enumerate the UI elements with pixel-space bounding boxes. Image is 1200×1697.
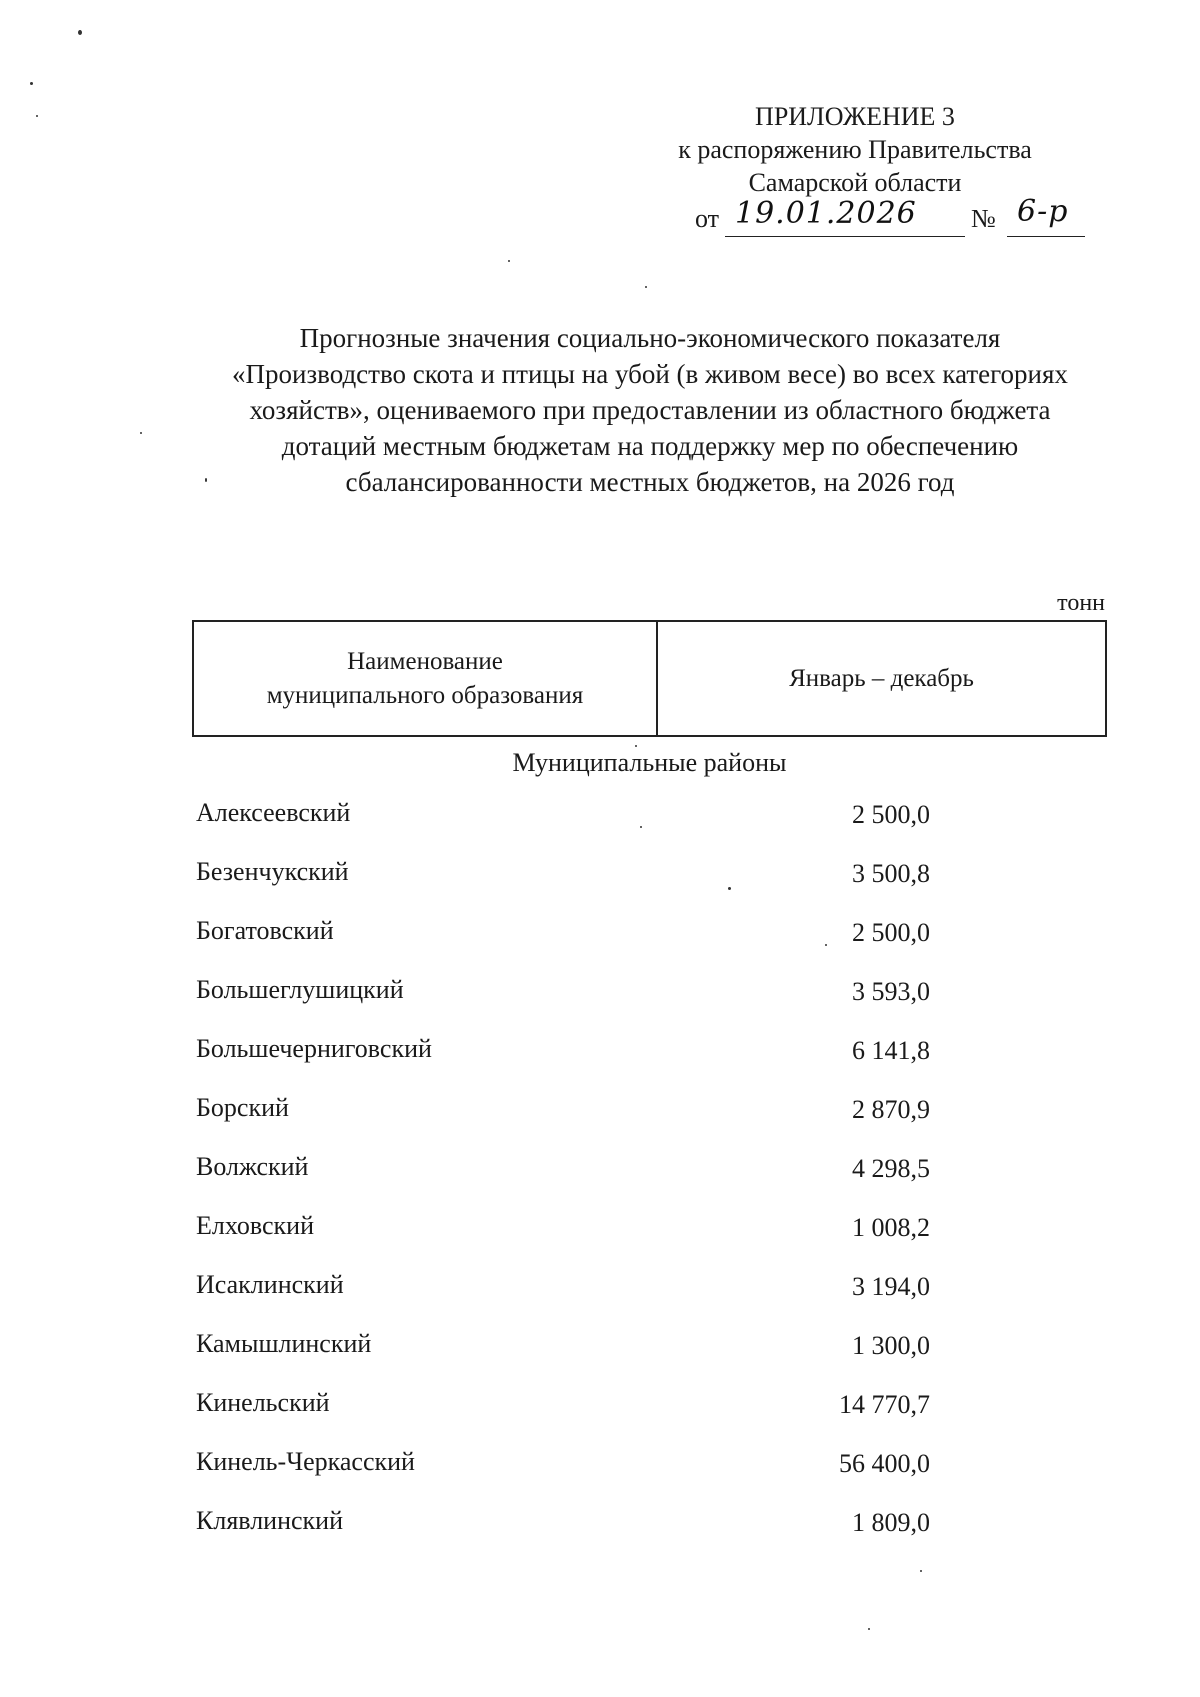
district-value: 1 809,0	[852, 1508, 930, 1537]
district-name: Камышлинский	[196, 1329, 372, 1358]
title-line: «Производство скота и птицы на убой (в живом весе) во всех категориях	[232, 359, 1068, 389]
district-value: 1 300,0	[852, 1331, 930, 1360]
table-row	[196, 1211, 956, 1270]
appendix-header	[620, 100, 1090, 199]
district-value: 14 770,7	[839, 1390, 930, 1419]
table-row	[196, 1447, 956, 1506]
scan-speck	[640, 826, 642, 828]
table-row	[196, 916, 956, 975]
table-row	[196, 1093, 956, 1152]
column-header-name	[193, 621, 657, 736]
title-line: дотаций местным бюджетам на поддержку мер по обеспечению	[281, 431, 1019, 461]
table-row	[196, 1388, 956, 1447]
scan-speck	[635, 745, 637, 747]
document-title	[190, 320, 1110, 500]
district-name: Елховский	[196, 1211, 314, 1240]
district-name: Богатовский	[196, 916, 334, 945]
title-line: Прогнозные значения социально-экономического показателя	[299, 323, 1001, 353]
district-value: 56 400,0	[839, 1449, 930, 1478]
district-name: Большечерниговский	[196, 1034, 432, 1063]
column-header-period: Январь – декабрь	[657, 621, 1106, 736]
district-name: Кинельский	[196, 1388, 330, 1417]
district-value: 3 593,0	[852, 977, 930, 1006]
table-row	[196, 857, 956, 916]
number-label: №	[971, 204, 996, 233]
section-heading: Муниципальные районы	[512, 748, 787, 777]
district-name: Большеглушицкий	[196, 975, 404, 1004]
column-header-name-line2: муниципального образования	[266, 681, 584, 709]
scan-speck	[920, 1570, 922, 1572]
table-row	[196, 1329, 956, 1388]
district-value: 3 194,0	[852, 1272, 930, 1301]
district-name: Клявлинский	[196, 1506, 344, 1535]
date-label: от	[695, 204, 720, 233]
table-header	[192, 620, 1107, 737]
scan-speck	[508, 260, 510, 262]
date-underline	[725, 236, 965, 237]
district-value: 2 500,0	[852, 918, 930, 947]
appendix-line-region: Самарской области	[748, 168, 962, 197]
district-name: Алексеевский	[196, 798, 351, 827]
table-row	[196, 1034, 956, 1093]
district-value: 2 870,9	[852, 1095, 930, 1124]
scan-speck	[728, 887, 731, 890]
district-name: Волжский	[196, 1152, 309, 1181]
district-value: 4 298,5	[852, 1154, 930, 1183]
scan-speck	[30, 82, 33, 85]
title-line: сбалансированности местных бюджетов, на 2026 год	[345, 467, 955, 497]
column-header-name-line1: Наименование	[347, 647, 503, 675]
scan-speck	[645, 286, 647, 288]
handwritten-number: 6-р	[1017, 194, 1069, 229]
scan-speck	[78, 30, 82, 35]
table-row	[196, 975, 956, 1034]
table-row	[196, 1270, 956, 1329]
district-value: 6 141,8	[852, 1036, 930, 1065]
scan-speck	[36, 115, 38, 117]
table-body	[196, 798, 956, 1565]
appendix-title: ПРИЛОЖЕНИЕ 3	[755, 102, 955, 131]
scan-speck	[868, 1628, 870, 1630]
district-name: Исаклинский	[196, 1270, 344, 1299]
units-label: тонн	[1057, 590, 1105, 616]
scan-speck	[140, 432, 142, 434]
district-name: Безенчукский	[196, 857, 349, 886]
number-underline	[1007, 236, 1085, 237]
table-row	[196, 798, 956, 857]
district-value: 1 008,2	[852, 1213, 930, 1242]
scan-speck	[825, 944, 827, 946]
handwritten-date: 19.01.2026	[735, 196, 917, 231]
table-row	[196, 1506, 956, 1565]
title-line: хозяйств», оцениваемого при предоставлении из областного бюджета	[249, 395, 1051, 425]
district-name: Борский	[196, 1093, 289, 1122]
table-row	[196, 1152, 956, 1211]
district-name: Кинель-Черкасский	[196, 1447, 415, 1476]
district-value: 3 500,8	[852, 859, 930, 888]
scan-speck	[205, 478, 207, 482]
district-value: 2 500,0	[852, 800, 930, 829]
appendix-line-order: к распоряжению Правительства	[678, 135, 1032, 164]
